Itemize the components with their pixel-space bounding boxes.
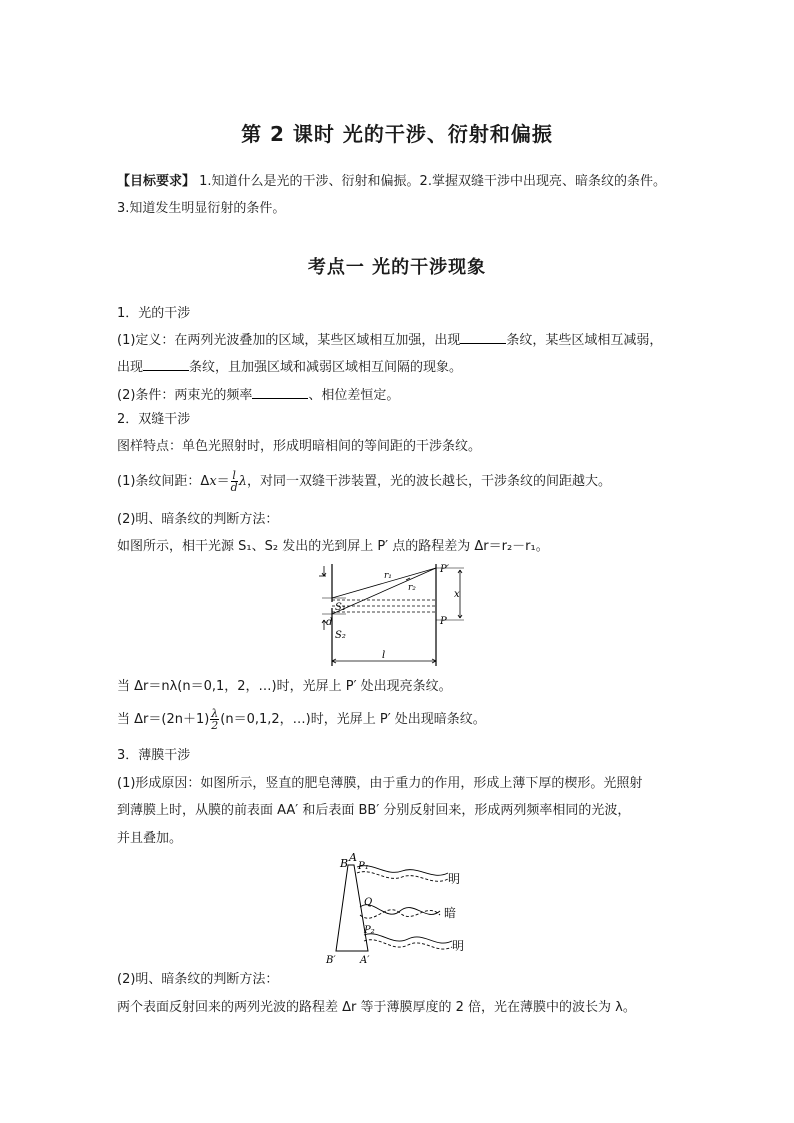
definition-text-c: 出现 (117, 360, 144, 375)
label-x: x (454, 589, 460, 600)
label-P-prime: P′ (440, 564, 449, 575)
label-B: B (340, 857, 349, 870)
cause-line-2: 到薄膜上时，从膜的前表面 AA′ 和后表面 BB′ 分别反射回来，形成两列频率相同的光波， (117, 803, 631, 818)
fraction-denominator: d (230, 481, 238, 494)
label-S1: S₁ (335, 602, 346, 613)
spacing-prefix: (1)条纹间距：Δ (117, 474, 210, 489)
wave-top-solid (357, 866, 448, 876)
definition-line-2 (117, 358, 462, 376)
label-r1: r₁ (384, 571, 392, 581)
judge-heading-1: (2)明、暗条纹的判断方法： (117, 512, 279, 527)
label-bright-top: 明 (448, 872, 461, 886)
label-P2: P₂ (364, 925, 375, 936)
blank-2 (143, 358, 189, 371)
wave-bottom-dashed (364, 940, 452, 949)
label-r2: r₂ (408, 583, 416, 593)
heading-double-slit: 2．双缝干涉 (117, 412, 191, 427)
spacing-lambda: λ (238, 474, 247, 489)
heading-interference: 1．光的干涉 (117, 306, 191, 321)
lambda-over-2-fraction (210, 708, 219, 731)
label-B-prime: B′ (326, 955, 336, 966)
thin-film-diagram (324, 853, 484, 967)
dark-suffix: (n＝0,1,2，…)时，光屏上 P′ 处出现暗条纹。 (220, 712, 486, 727)
label-P1: P₁ (358, 861, 369, 872)
spacing-equals: ＝ (216, 474, 230, 489)
label-A-prime: A′ (360, 955, 370, 966)
double-slit-diagram (316, 562, 476, 670)
pattern-feature: 图样特点：单色光照射时，形成明暗相间的等间距的干涉条纹。 (117, 439, 482, 454)
label-bright-bottom: 明 (452, 939, 465, 953)
goals-text-1: 1.知道什么是光的干涉、衍射和偏振。2.掌握双缝干涉中出现亮、暗条纹的条件。 (195, 174, 666, 189)
label-d: d (326, 617, 333, 628)
dark-prefix: 当 Δr＝(2n＋1) (117, 712, 210, 727)
lambda-numerator: λ (211, 707, 219, 720)
spacing-suffix: ，对同一双缝干涉装置，光的波长越长，干涉条纹的间距越大。 (246, 474, 611, 489)
definition-text-b: 条纹，某些区域相互减弱， (506, 333, 663, 348)
spacing-x: x (209, 474, 217, 489)
two-denominator: 2 (211, 719, 219, 732)
path-difference-text: 如图所示，相干光源 S₁、S₂ 发出的光到屏上 P′ 点的路程差为 Δr＝r₂－r₁。 (117, 539, 549, 554)
heading-thin-film: 3．薄膜干涉 (117, 748, 191, 763)
goals-line-2: 3.知道发生明显衍射的条件。 (117, 201, 286, 216)
definition-text-d: 条纹，且加强区域和减弱区域相互间隔的现象。 (189, 360, 463, 375)
judge-heading-2: (2)明、暗条纹的判断方法： (117, 972, 279, 987)
condition-text-b: 、相位差恒定。 (308, 388, 400, 403)
bright-fringe-condition: 当 Δr＝nλ(n＝0,1，2，…)时，光屏上 P′ 处出现亮条纹。 (117, 679, 452, 694)
blank-3 (252, 386, 308, 399)
cause-line-1: (1)形成原因：如图所示，竖直的肥皂薄膜，由于重力的作用，形成上薄下厚的楔形。光照射 (117, 776, 643, 791)
l-over-d-fraction (231, 470, 238, 493)
goals-tag: 【目标要求】 (117, 174, 196, 189)
thin-film-path-difference: 两个表面反射回来的两列光波的路程差 Δr 等于薄膜厚度的 2 倍，光在薄膜中的波长为 λ。 (117, 1000, 636, 1015)
fraction-numerator: l (232, 469, 236, 482)
condition-text-a: (2)条件：两束光的频率 (117, 388, 253, 403)
spacing-formula-line (117, 470, 611, 493)
cause-line-3: 并且叠加。 (117, 831, 183, 846)
label-dark: 暗 (444, 906, 457, 920)
label-Q: Q (364, 897, 373, 908)
definition-line-1 (117, 331, 662, 349)
blank-1 (460, 331, 506, 344)
section-title: 考点一 光的干涉现象 (307, 257, 487, 278)
page-title: 第 2 课时 光的干涉、衍射和偏振 (241, 122, 553, 146)
wave-bottom-solid (364, 934, 452, 943)
condition-line (117, 386, 399, 404)
label-S2: S₂ (335, 630, 346, 641)
soap-film-wedge (336, 865, 368, 951)
label-A: A (349, 853, 357, 864)
label-l: l (382, 650, 386, 661)
definition-text-a: (1)定义：在两列光波叠加的区域，某些区域相互加强，出现 (117, 333, 461, 348)
dark-fringe-condition (117, 708, 486, 731)
wave-top-dashed (357, 872, 448, 882)
label-P: P (440, 616, 447, 627)
goals-line-1 (117, 174, 666, 190)
